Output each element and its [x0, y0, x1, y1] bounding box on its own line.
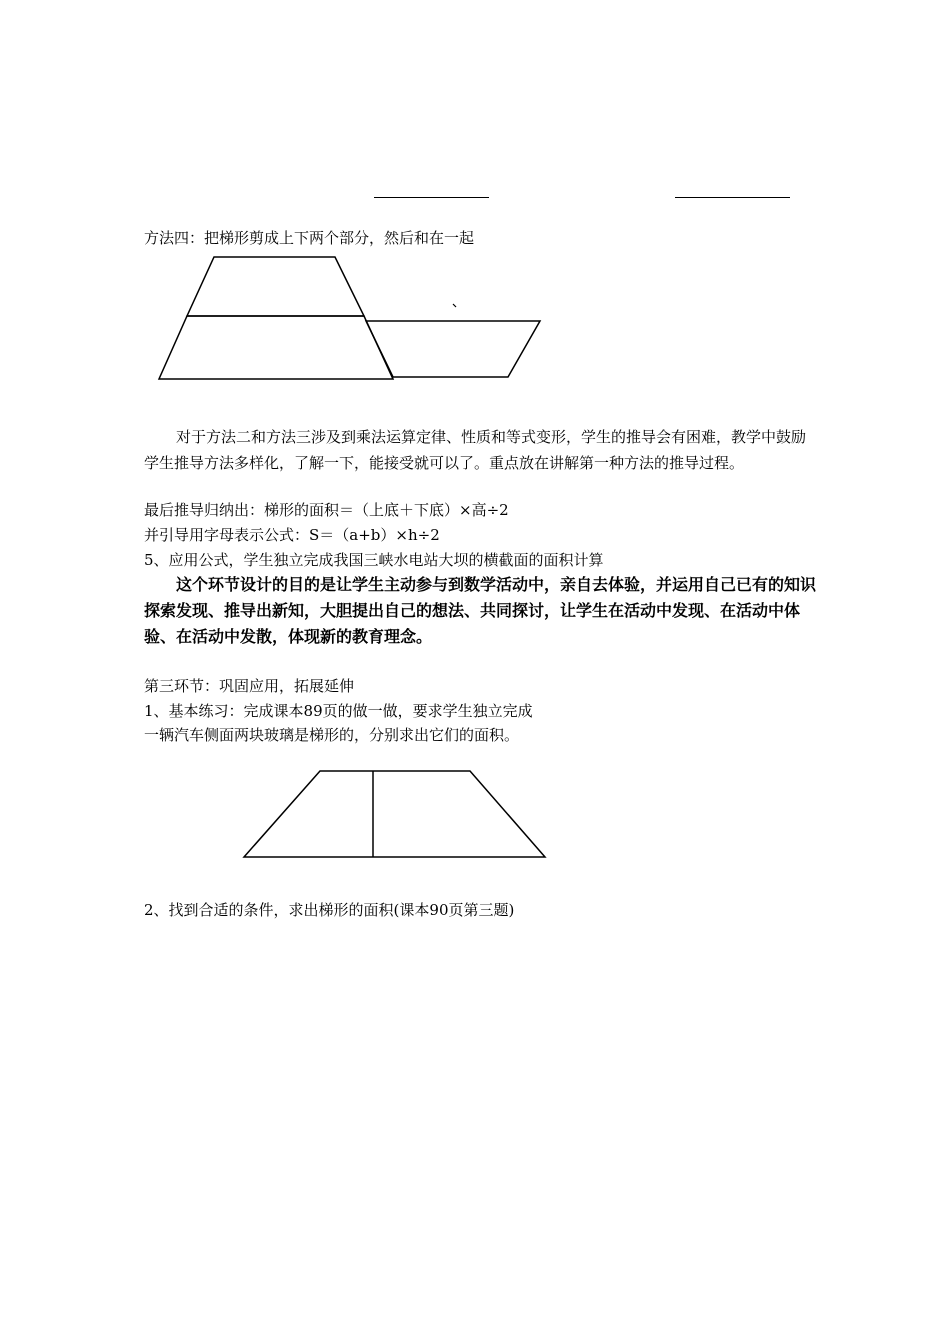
formula-letters: 并引导用字母表示公式：S＝（a+b）×h÷2: [144, 526, 440, 544]
exercise-1: 1、基本练习：完成课本89页的做一做，要求学生独立完成: [144, 702, 533, 720]
paragraph-methods: 对于方法二和方法三涉及到乘法运算定律、性质和等式变形，学生的推导会有困难，教学中鼓励学生推导方法多样化，了解一下，能接受就可以了。重点放在讲解第一种方法的推导过程。: [144, 428, 807, 472]
exercise-1-detail: 一辆汽车侧面两块玻璃是梯形的，分别求出它们的面积。: [144, 726, 520, 744]
method4-heading: 方法四：把梯形剪成上下两个部分，然后和在一起: [144, 229, 475, 247]
blank-underline-left: [374, 197, 489, 198]
trapezoid-cut-figure: [150, 252, 550, 382]
upper-trapezoid-part: [187, 257, 364, 316]
lower-trapezoid-part: [159, 316, 393, 379]
exercise-2: 2、找到合适的条件，求出梯形的面积(课本90页第三题): [144, 901, 515, 919]
rearranged-piece: [366, 321, 540, 377]
outer-trapezoid: [244, 771, 545, 857]
formula-words: 最后推导归纳出：梯形的面积＝（上底＋下底）×高÷2: [144, 501, 509, 519]
car-window-trapezoid-figure: [240, 768, 550, 860]
stray-mark: [453, 304, 456, 307]
section-3-title: 第三环节：巩固应用，拓展延伸: [144, 677, 355, 695]
step-5: 5、应用公式，学生独立完成我国三峡水电站大坝的横截面的面积计算: [144, 551, 604, 569]
blank-underline-right: [675, 197, 790, 198]
design-purpose-paragraph: 这个环节设计的目的是让学生主动参与到数学活动中，亲自去体验，并运用自己已有的知识探索发现、推导出新知，大胆提出自己的想法、共同探讨，让学生在活动中发现、在活动中体验、在活动中发散，体现新的教育理念。: [144, 575, 817, 646]
